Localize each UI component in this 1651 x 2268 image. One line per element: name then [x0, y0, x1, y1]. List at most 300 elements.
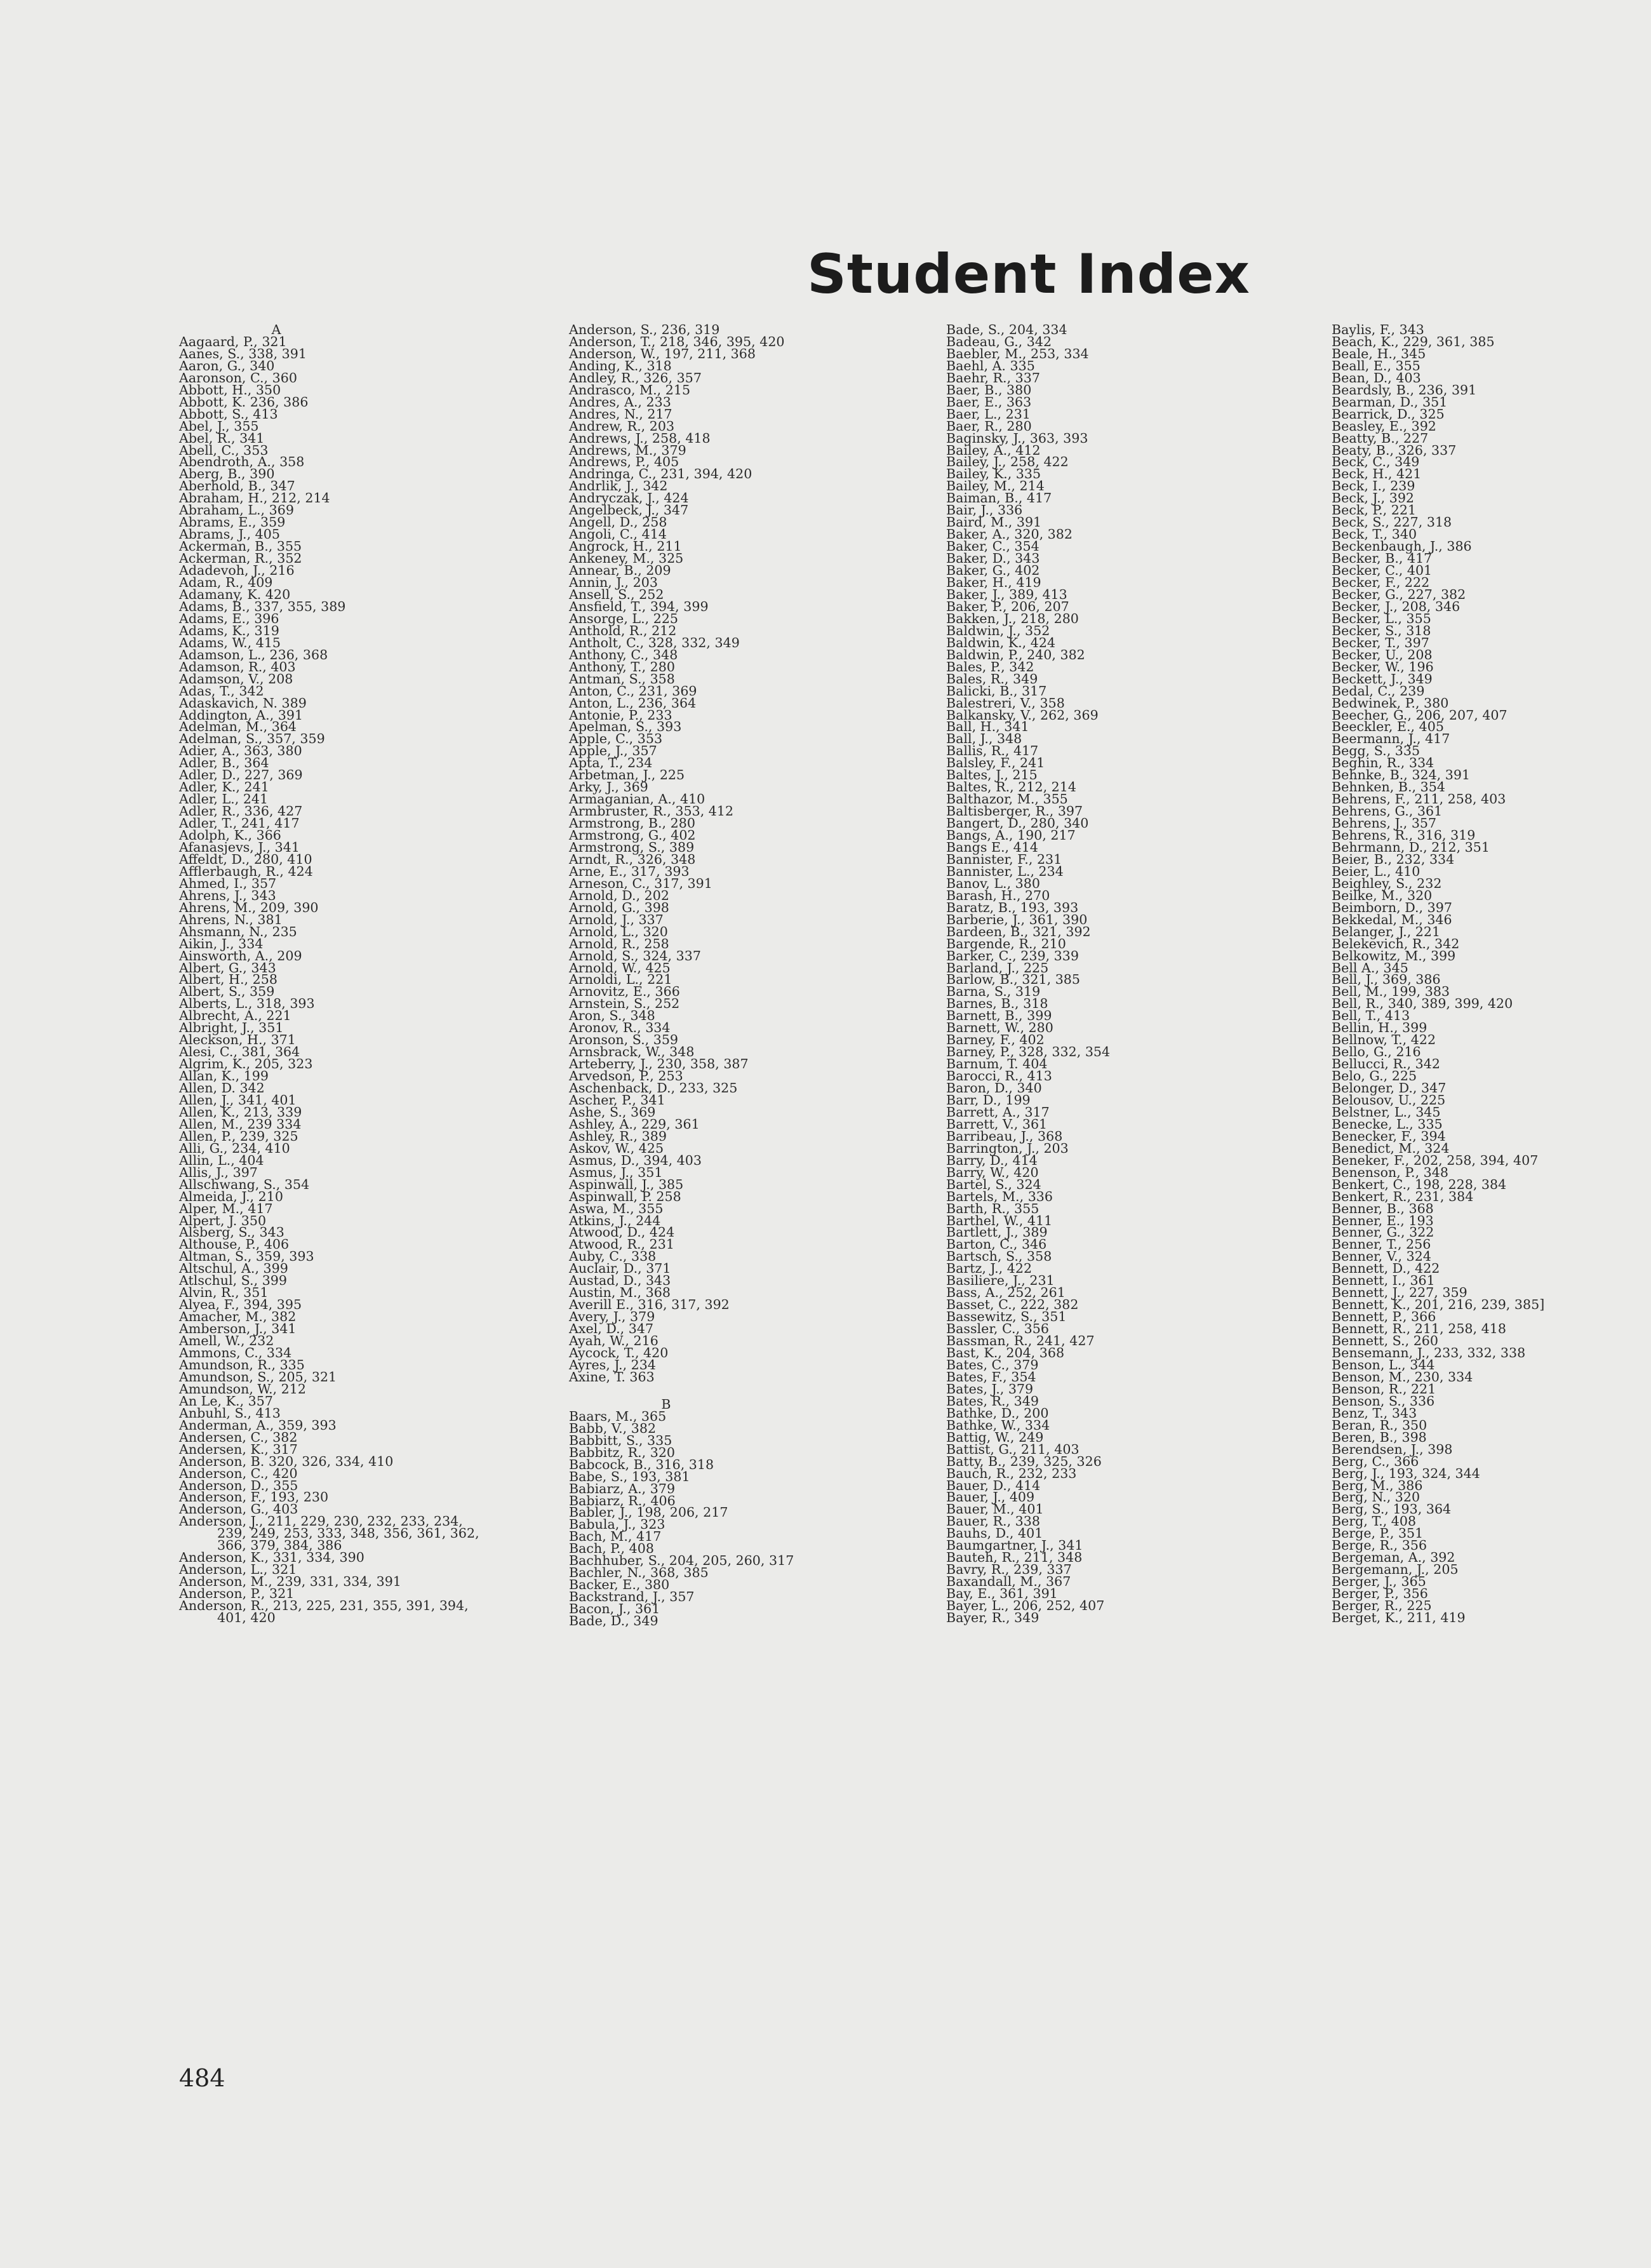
index-entry: Benson, R., 221	[1332, 1381, 1436, 1397]
index-entry: Benson, L., 344	[1332, 1357, 1435, 1372]
index-entry: Aagaard, P., 321	[179, 333, 287, 349]
index-entry: Baker, A., 320, 382	[946, 527, 1073, 542]
index-entry: Benner, T., 256	[1332, 1237, 1431, 1252]
index-entry: Beneker, F., 202, 258, 394, 407	[1332, 1152, 1539, 1168]
index-entry: Bergemann, J., 205	[1332, 1562, 1459, 1578]
index-entry: Beier, L., 410	[1332, 863, 1420, 879]
index-entry: Aberhold, B., 347	[179, 478, 295, 494]
index-entry: Albrecht, A., 221	[179, 1008, 291, 1024]
index-entry: Atkins, J., 244	[569, 1212, 661, 1228]
index-entry: Aaronson, C., 360	[179, 370, 297, 386]
index-entry: Barrett, V., 361	[946, 1116, 1048, 1132]
index-entry: Becker, L., 355	[1332, 610, 1431, 626]
index-entry: Benz, T., 343	[1332, 1405, 1417, 1421]
index-entry: Baltes, J., 215	[946, 767, 1038, 783]
index-entry: Belstner, L., 345	[1332, 1104, 1441, 1120]
index-entry: Beighley, S., 232	[1332, 875, 1442, 891]
index-entry: Berg, T., 408	[1332, 1513, 1417, 1529]
index-entry: Beatty, B., 227	[1332, 430, 1429, 446]
index-entry: Bavry, R., 239, 337	[946, 1562, 1072, 1578]
index-entry: Aberg, B., 390	[179, 466, 275, 482]
index-entry: Barnett, W., 280	[946, 1020, 1053, 1036]
index-entry: Ball, J., 348	[946, 731, 1022, 747]
index-entry: Becker, W., 196	[1332, 659, 1434, 674]
index-entry: Belo, G., 225	[1332, 1068, 1417, 1084]
index-entry: Bedwinek, P., 380	[1332, 695, 1449, 711]
index-entry: Ahmed, I., 357	[179, 875, 277, 891]
index-entry: Berg, M., 386	[1332, 1477, 1423, 1493]
index-entry: Antholt, C., 328, 332, 349	[569, 634, 740, 650]
index-entry: Beall, E., 355	[1332, 358, 1420, 373]
index-entry: Balthazor, M., 355	[946, 791, 1068, 807]
index-entry: Bennett, S., 260	[1332, 1333, 1438, 1349]
index-entry: Bedal, C., 239	[1332, 683, 1425, 699]
index-entry: Berendsen, J., 398	[1332, 1441, 1453, 1457]
index-entry: Battig, W., 249	[946, 1429, 1044, 1445]
index-entry: Bauer, R., 338	[946, 1513, 1040, 1529]
index-entry: Arvedson, P., 253	[569, 1068, 683, 1084]
index-entry: Addington, A., 391	[179, 707, 304, 723]
index-entry: Bell, J., 369, 386	[1332, 972, 1441, 988]
index-entry: Averill E., 316, 317, 392	[569, 1297, 730, 1313]
index-entry: Bell, M., 199, 383	[1332, 984, 1450, 1000]
index-entry: Becker, J., 208, 346	[1332, 598, 1460, 614]
index-entry: Belekevich, R., 342	[1332, 936, 1460, 951]
index-entry: Barker, C., 239, 339	[946, 948, 1079, 963]
index-entry: Barrington, J., 203	[946, 1140, 1069, 1156]
index-entry: Armstrong, G., 402	[569, 828, 696, 843]
index-entry: Arnold, D., 202	[569, 887, 669, 903]
index-entry: Abraham, L., 369	[179, 502, 294, 518]
index-entry: Berg, S., 193, 364	[1332, 1501, 1452, 1517]
index-entry: Basiliere, J., 231	[946, 1273, 1055, 1289]
index-entry: Arnovitz, E., 366	[569, 984, 680, 1000]
index-entry: Beran, R., 350	[1332, 1417, 1427, 1433]
index-entry: Amell, W., 232	[179, 1333, 274, 1349]
page-number: 484	[179, 2064, 225, 2092]
index-entry: Babcock, B., 316, 318	[569, 1456, 714, 1472]
index-entry: Beckenbaugh, J., 386	[1332, 539, 1472, 554]
index-entry: Balestreri, V., 358	[946, 695, 1065, 711]
index-entry: Baird, M., 391	[946, 514, 1042, 530]
index-entry: Aronson, S., 359	[569, 1032, 679, 1048]
index-entry: Bauer, D., 414	[946, 1477, 1041, 1493]
index-entry: Anthony, T., 280	[569, 659, 675, 674]
index-entry: Balkansky, V., 262, 369	[946, 707, 1099, 723]
index-entry: Bailey, K., 335	[946, 466, 1041, 482]
index-entry: Bates, F., 354	[946, 1369, 1036, 1385]
index-entry: Alberts, L., 318, 393	[179, 996, 315, 1012]
index-entry: Beck, H., 421	[1332, 466, 1422, 482]
index-entry: Anton, L., 236, 364	[569, 695, 697, 711]
index-entry: Andersen, K., 317	[179, 1441, 298, 1457]
index-entry: Anderson, J., 211, 229, 230, 232, 233, 234,	[179, 1513, 463, 1529]
index-entry: Ashe, S., 369	[569, 1104, 656, 1120]
index-entry: Babiarz, R., 406	[569, 1493, 676, 1508]
index-entry: Alpert, J. 350	[179, 1212, 267, 1228]
index-entry: Austin, M., 368	[569, 1285, 671, 1301]
index-entry: Bannister, F., 231	[946, 851, 1062, 867]
index-entry: Bailey, A., 412	[946, 442, 1041, 458]
index-entry: Belkowitz, M., 399	[1332, 948, 1456, 963]
index-entry: Barna, S., 319	[946, 984, 1041, 1000]
index-entry: Alvin, R., 351	[179, 1285, 269, 1301]
index-entry: Andryczak, J., 424	[569, 490, 689, 506]
index-entry: Annear, B., 209	[569, 563, 671, 579]
index-entry: Anderson, C., 420	[179, 1465, 298, 1481]
index-entry: Beghin, R., 334	[1332, 755, 1434, 771]
index-entry: Altman, S., 359, 393	[179, 1249, 314, 1265]
index-entry: Bailey, M., 214	[946, 478, 1045, 494]
index-entry: Arky, J., 369	[569, 779, 648, 795]
index-entry: Anderman, A., 359, 393	[179, 1417, 337, 1433]
index-entry: Berger, P., 356	[1332, 1586, 1428, 1602]
index-entry: Battist, G., 211, 403	[946, 1441, 1080, 1457]
index-entry: Antonie, P., 233	[569, 707, 672, 723]
index-entry: Berger, R., 225	[1332, 1598, 1432, 1614]
index-entry: Baumgartner, J., 341	[946, 1538, 1083, 1553]
index-entry: Allis, J., 397	[179, 1164, 258, 1180]
index-entry: Banov, L., 380	[946, 875, 1040, 891]
index-entry: Beck, I., 239	[1332, 478, 1415, 494]
index-entry: Anderson, L., 321	[179, 1562, 297, 1578]
index-entry: Abraham, H., 212, 214	[179, 490, 330, 506]
index-entry: Arteberry, J., 230, 358, 387	[569, 1056, 749, 1072]
index-entry: Benkert, C., 198, 228, 384	[1332, 1176, 1507, 1192]
index-entry: Bassler, C., 356	[946, 1321, 1049, 1337]
index-entry: Barthel, W., 411	[946, 1212, 1053, 1228]
index-entry: Aron, S., 348	[569, 1008, 655, 1024]
index-entry: Behrens, R., 316, 319	[1332, 828, 1476, 843]
index-entry: Benson, S., 336	[1332, 1393, 1435, 1409]
index-entry: Barnes, B., 318	[946, 996, 1048, 1012]
index-entry: Barnum, T. 404	[946, 1056, 1048, 1072]
index-entry: Bergeman, A., 392	[1332, 1550, 1455, 1566]
index-entry: Angrock, H., 211	[569, 539, 682, 554]
index-entry: Bass, A., 252, 261	[946, 1285, 1066, 1301]
index-entry: Bauer, M., 401	[946, 1501, 1044, 1517]
index-entry: Andres, A., 233	[569, 394, 671, 410]
index-entry: Babler, J., 198, 206, 217	[569, 1505, 728, 1520]
index-entry: Adler, B., 364	[179, 755, 269, 771]
index-entry: Bargende, R., 210	[946, 936, 1066, 951]
index-entry: Algrim, K., 205, 323	[179, 1056, 313, 1072]
index-entry: Ackerman, B., 355	[179, 539, 302, 554]
index-entry: Andersen, C., 382	[179, 1429, 298, 1445]
index-entry: Baker, J., 389, 413	[946, 586, 1067, 602]
index-entry: Anderson, G., 403	[179, 1501, 298, 1517]
index-entry: Ahrens, M., 209, 390	[179, 899, 319, 915]
index-entry: Anbuhl, S., 413	[179, 1405, 281, 1421]
index-entry: Apple, J., 357	[569, 743, 657, 759]
index-entry: Bardeen, B., 321, 392	[946, 923, 1091, 939]
index-entry: Barrett, A., 317	[946, 1104, 1050, 1120]
index-entry: Ackerman, R., 352	[179, 551, 302, 567]
index-entry: Barry, W., 420	[946, 1164, 1039, 1180]
index-entry: Bachhuber, S., 204, 205, 260, 317	[569, 1553, 794, 1569]
index-entry: Anderson, W., 197, 211, 368	[569, 346, 756, 361]
index-entry: Becker, F., 222	[1332, 575, 1430, 591]
index-entry: Barth, R., 355	[946, 1200, 1039, 1216]
index-entry: Bailey, J., 258, 422	[946, 454, 1069, 470]
index-entry: Bay, E., 361, 391	[946, 1586, 1058, 1602]
index-entry: Andrlik, J., 342	[569, 478, 668, 494]
index-entry: Bauhs, D., 401	[946, 1526, 1043, 1541]
index-entry: Aycock, T., 420	[569, 1345, 669, 1361]
index-entry: An Le, K., 357	[179, 1393, 273, 1409]
index-entry: Baiman, B., 417	[946, 490, 1052, 506]
index-entry: Beale, H., 345	[1332, 346, 1426, 361]
index-entry: Bakken, J., 218, 280	[946, 610, 1079, 626]
index-entry: Bartlett, J., 389	[946, 1225, 1048, 1240]
index-entry: Benkert, R., 231, 384	[1332, 1188, 1474, 1204]
index-entry: Beck, T., 340	[1332, 527, 1417, 542]
index-entry: Benedict, M., 324	[1332, 1140, 1450, 1156]
index-entry: Baer, R., 280	[946, 418, 1032, 434]
index-entry: Balsley, F., 241	[946, 755, 1045, 771]
index-entry: Ammons, C., 334	[179, 1345, 292, 1361]
index-entry: Abbott, S., 413	[179, 406, 278, 422]
index-entry: Abel, J., 355	[179, 418, 259, 434]
index-entry: Avery, J., 379	[569, 1309, 655, 1325]
index-entry: Baer, E., 363	[946, 394, 1032, 410]
index-entry: Aanes, S., 338, 391	[179, 346, 307, 361]
index-entry: Austad, D., 343	[569, 1273, 671, 1289]
index-entry: Apta, T., 234	[569, 755, 653, 771]
index-entry: Adadevoh, J., 216	[179, 563, 295, 579]
index-entry: Babula, J., 323	[569, 1517, 665, 1533]
index-entry: Baker, C., 354	[946, 539, 1039, 554]
index-entry: Becker, B., 417	[1332, 551, 1433, 567]
index-entry: Adamany, K. 420	[179, 586, 291, 602]
index-entry: Afflerbaugh, R., 424	[179, 863, 313, 879]
index-entry: Bearman, D., 351	[1332, 394, 1448, 410]
index-entry: Armbruster, R., 353, 412	[569, 803, 734, 819]
index-entry: Ansfield, T., 394, 399	[569, 598, 709, 614]
index-entry: Barocci, R., 413	[946, 1068, 1052, 1084]
index-entry: Backstrand, J., 357	[569, 1589, 695, 1605]
index-entry: Abel, R., 341	[179, 430, 265, 446]
index-entry: Bennett, D., 422	[1332, 1261, 1440, 1277]
index-entry: Abbott, H., 350	[179, 382, 281, 398]
index-entry: Bellucci, R., 342	[1332, 1056, 1440, 1072]
index-entry: Benner, E., 193	[1332, 1212, 1434, 1228]
index-entry: Beaty, B., 326, 337	[1332, 442, 1457, 458]
index-entry: Bassman, R., 241, 427	[946, 1333, 1095, 1349]
index-entry-continuation: 239, 249, 253, 333, 348, 356, 361, 362,	[217, 1526, 479, 1541]
index-entry: Baer, B., 380	[946, 382, 1032, 398]
index-entry: Andrews, M., 379	[569, 442, 686, 458]
index-entry: Ashley, R., 389	[569, 1128, 667, 1144]
index-entry: Beck, S., 227, 318	[1332, 514, 1452, 530]
index-entry: Bearrick, D., 325	[1332, 406, 1445, 422]
index-entry: Amberson, J., 341	[179, 1321, 297, 1337]
index-entry: Andrews, J., 258, 418	[569, 430, 711, 446]
index-entry: Berge, P., 351	[1332, 1526, 1424, 1541]
index-entry: Axel, D., 347	[569, 1321, 654, 1337]
index-entry: Albert, S., 359	[179, 984, 275, 1000]
index-entry: Becker, U., 208	[1332, 647, 1433, 662]
index-entry: Baker, H., 419	[946, 575, 1041, 591]
index-entry: Barnett, B., 399	[946, 1008, 1052, 1024]
index-entry: Barland, J., 225	[946, 960, 1049, 976]
index-entry: Baldwin, K., 424	[946, 634, 1056, 650]
index-entry: Benecker, F., 394	[1332, 1128, 1446, 1144]
index-entry: Bangs E., 414	[946, 839, 1038, 855]
index-entry: Allen, M., 239 334	[179, 1116, 302, 1132]
index-entry: Babiarz, A., 379	[569, 1480, 676, 1496]
index-entry: Alesi, C., 381, 364	[179, 1044, 300, 1060]
index-entry: Andrews, P., 405	[569, 454, 679, 470]
index-entry: Abrams, E., 359	[179, 514, 286, 530]
index-entry: Beecher, G., 206, 207, 407	[1332, 707, 1507, 723]
index-entry: Bell, T., 413	[1332, 1008, 1410, 1024]
index-entry: Adier, A., 363, 380	[179, 743, 302, 759]
index-entry: Arndt, R., 326, 348	[569, 851, 696, 867]
index-entry: Beasley, E., 392	[1332, 418, 1436, 434]
index-entry: Batty, B., 239, 325, 326	[946, 1453, 1102, 1469]
index-entry: Auby, C., 338	[569, 1249, 657, 1265]
index-entry: Bell A., 345	[1332, 960, 1408, 976]
index-entry: Anthony, C., 348	[569, 647, 678, 662]
index-entry: Anderson, B. 320, 326, 334, 410	[179, 1453, 394, 1469]
index-entry: Berger, J., 365	[1332, 1574, 1426, 1590]
index-entry: Aspinwall, J., 385	[569, 1176, 684, 1192]
index-entry: Anderson, F., 193, 230	[179, 1489, 329, 1505]
index-entry: Ball, H., 341	[946, 719, 1029, 735]
index-entry: Bales, R., 349	[946, 671, 1038, 687]
page-title: Student Index	[806, 243, 1251, 306]
index-entry: Benner, V., 324	[1332, 1249, 1431, 1265]
index-entry: Adler, K., 241	[179, 779, 269, 795]
index-entry: Andrew, R., 203	[569, 418, 675, 434]
index-entry: Armstrong, S., 389	[569, 839, 695, 855]
index-column-3	[946, 324, 1327, 1624]
index-entry: Bensemann, J., 233, 332, 338	[1332, 1345, 1526, 1361]
index-entry: Barash, H., 270	[946, 887, 1050, 903]
index-entry: Afanasjevs, J., 341	[179, 839, 300, 855]
index-entry: Babb, V., 382	[569, 1420, 657, 1436]
index-entry: Bales, P., 342	[946, 659, 1034, 674]
index-entry: Belanger, J., 221	[1332, 923, 1441, 939]
index-entry: Bassewitz, S., 351	[946, 1309, 1067, 1325]
index-entry: Bell, R., 340, 389, 399, 420	[1332, 996, 1513, 1012]
index-entry: Berget, K., 211, 419	[1332, 1609, 1466, 1625]
index-entry: Anderson, R., 213, 225, 231, 355, 391, 394,	[179, 1598, 469, 1614]
index-entry: Bennett, P., 366	[1332, 1309, 1436, 1325]
index-entry: Adamson, R., 403	[179, 659, 296, 674]
index-entry: Ballis, R., 417	[946, 743, 1039, 759]
index-entry: Beeckler, E., 405	[1332, 719, 1444, 735]
index-entry: Becker, G., 227, 382	[1332, 586, 1466, 602]
index-entry: Bello, G., 216	[1332, 1044, 1421, 1060]
index-entry: Bennett, R., 211, 258, 418	[1332, 1321, 1506, 1337]
index-entry: Anderson, D., 355	[179, 1477, 298, 1493]
index-entry: Adamson, L., 236, 368	[179, 647, 328, 662]
index-entry: Asmus, J., 351	[569, 1164, 663, 1180]
index-entry: Babe, S., 193, 381	[569, 1468, 690, 1484]
index-entry: Arnstein, S., 252	[569, 996, 680, 1012]
index-entry: Bartsch, S., 358	[946, 1249, 1052, 1265]
index-entry: Armstrong, B., 280	[569, 815, 695, 831]
index-column-1	[179, 324, 560, 1624]
index-entry: Andringa, C., 231, 394, 420	[569, 466, 752, 482]
index-entry: Benson, M., 230, 334	[1332, 1369, 1473, 1385]
index-entry: Bangert, D., 280, 340	[946, 815, 1089, 831]
index-entry: Albert, G., 343	[179, 960, 276, 976]
index-entry: Adaskavich, N. 389	[179, 695, 307, 711]
index-entry: Bangs, A., 190, 217	[946, 828, 1076, 843]
index-entry: Becker, C., 401	[1332, 563, 1433, 579]
index-entry: Bast, K., 204, 368	[946, 1345, 1065, 1361]
index-entry: Arnsbrack, W., 348	[569, 1044, 695, 1060]
index-entry: Barr, D., 199	[946, 1092, 1031, 1108]
index-entry: Behrens, F., 211, 258, 403	[1332, 791, 1506, 807]
index-entry: Benecke, L., 335	[1332, 1116, 1443, 1132]
index-entry: Basset, C., 222, 382	[946, 1297, 1079, 1313]
index-entry: Angelbeck, J., 347	[569, 502, 689, 518]
index-entry: Andley, R., 326, 357	[569, 370, 702, 386]
index-entry: Baars, M., 365	[569, 1408, 667, 1424]
index-entry: Baer, L., 231	[946, 406, 1031, 422]
index-entry: Beck, P., 221	[1332, 502, 1417, 518]
index-entry: Abrams, J., 405	[179, 527, 280, 542]
index-entry: Bean, D., 403	[1332, 370, 1421, 386]
index-entry: Backer, E., 380	[569, 1577, 670, 1593]
index-entry: Bathke, D., 200	[946, 1405, 1049, 1421]
index-entry: Albert, H., 258	[179, 972, 277, 988]
index-entry: Bayer, R., 349	[946, 1609, 1039, 1625]
index-entry: Bennett, I., 361	[1332, 1273, 1435, 1289]
index-entry: Aswa, M., 355	[569, 1200, 664, 1216]
index-entry: Beck, J., 392	[1332, 490, 1415, 506]
index-entry: Belonger, D., 347	[1332, 1080, 1447, 1096]
index-entry: Badeau, G., 342	[946, 333, 1052, 349]
index-entry: Bacon, J., 361	[569, 1601, 660, 1617]
index-entry: Bekkedal, M., 346	[1332, 911, 1452, 927]
index-entry: Adams, B., 337, 355, 389	[179, 598, 346, 614]
index-entry: Behrmann, D., 212, 351	[1332, 839, 1490, 855]
index-entry: Beck, C., 349	[1332, 454, 1420, 470]
index-entry: Beckett, J., 349	[1332, 671, 1433, 687]
index-entry: Adler, L., 241	[179, 791, 269, 807]
index-entry: Baltes, R., 212, 214	[946, 779, 1076, 795]
index-column-4	[1332, 324, 1651, 1624]
index-entry: Auclair, D., 371	[569, 1261, 671, 1277]
index-entry: Baratz, B., 193, 393	[946, 899, 1079, 915]
index-entry: Ahrens, N., 381	[179, 911, 283, 927]
index-entry: Ayres, J., 234	[569, 1357, 656, 1372]
index-entry: Arnold, J., 337	[569, 911, 664, 927]
index-entry: Beren, B., 398	[1332, 1429, 1427, 1445]
index-entry: Andres, N., 217	[569, 406, 672, 422]
index-entry: Benenson, P., 348	[1332, 1164, 1448, 1180]
index-entry: Becker, T., 397	[1332, 634, 1429, 650]
index-entry: Bair, J., 336	[946, 502, 1023, 518]
index-entry: Baxandall, M., 367	[946, 1574, 1071, 1590]
index-entry: Anderson, P., 321	[179, 1586, 295, 1602]
index-entry: Baehr, R., 337	[946, 370, 1040, 386]
index-entry: Bannister, L., 234	[946, 863, 1064, 879]
index-entry: Adams, W., 415	[179, 634, 281, 650]
index-entry: Anding, K., 318	[569, 358, 672, 373]
index-entry: Arbetman, J., 225	[569, 767, 685, 783]
index-entry: Amacher, M., 382	[179, 1309, 297, 1325]
section-spacer	[569, 1383, 950, 1399]
index-entry: Behnke, B., 324, 391	[1332, 767, 1471, 783]
index-entry: Atwood, R., 231	[569, 1237, 674, 1252]
index-entry: Allen, J., 341, 401	[179, 1092, 297, 1108]
